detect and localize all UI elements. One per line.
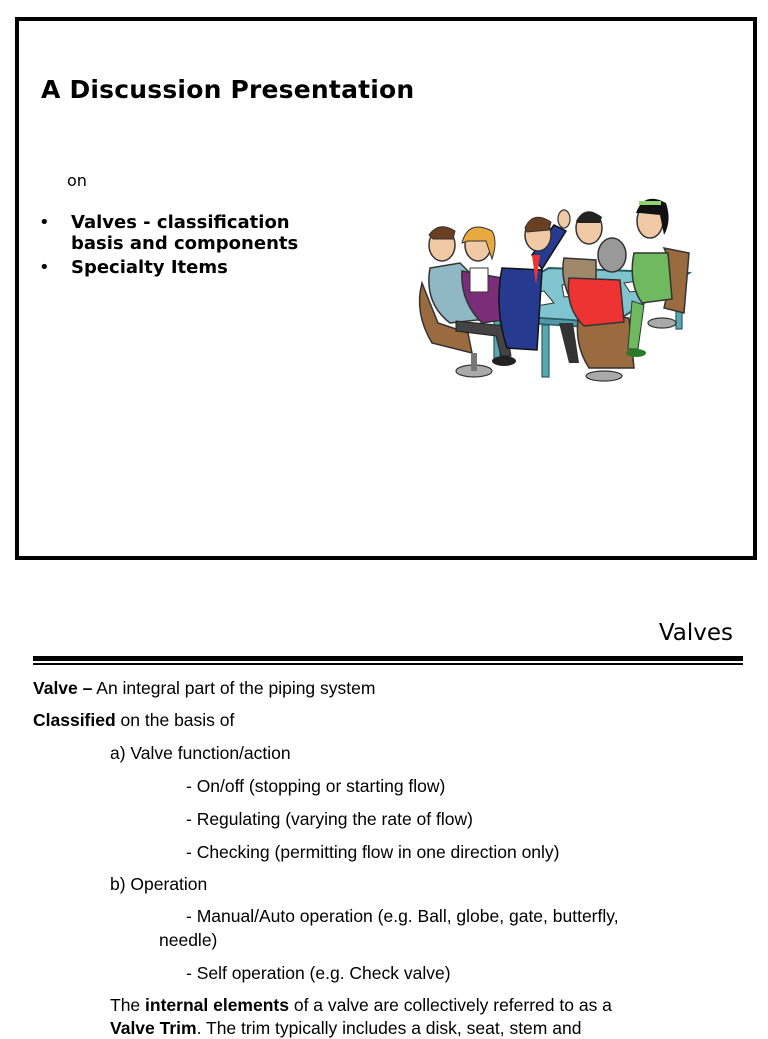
divider — [33, 656, 743, 661]
classified-text: on the basis of — [115, 710, 235, 730]
list-item: - Manual/Auto operation (e.g. Ball, globe, gate, butterfly, — [186, 906, 619, 926]
internal-elements-term: internal elements — [145, 995, 289, 1015]
trim-paragraph-cont — [110, 1018, 581, 1039]
valves-heading: Valves — [658, 620, 733, 646]
on-label: on — [67, 171, 87, 190]
list-item: - Self operation (e.g. Check valve) — [186, 963, 451, 983]
topic-valves: Valves - classification basis and components — [71, 212, 299, 254]
valve-definition — [33, 678, 375, 699]
list-item: - Checking (permitting flow in one direction only) — [186, 842, 560, 862]
text: The — [110, 995, 146, 1015]
text: . The trim typically includes a disk, seat, stem and — [196, 1018, 582, 1038]
text: of a valve are collectively referred to as a — [288, 995, 612, 1015]
valve-term: Valve – — [33, 678, 93, 698]
bullet-icon: • — [39, 257, 50, 278]
topic-specialty-items: Specialty Items — [71, 257, 228, 278]
bullet-icon: • — [39, 212, 50, 233]
topic-list — [39, 212, 339, 281]
operation-heading: b) Operation — [110, 874, 208, 894]
slide-title: A Discussion Presentation — [41, 75, 415, 104]
classified-line — [33, 710, 234, 731]
valve-def-text: An integral part of the piping system — [92, 678, 376, 698]
divider — [33, 663, 743, 665]
list-item — [39, 212, 339, 254]
list-item: - On/off (stopping or starting flow) — [186, 776, 446, 796]
meeting-illustration — [404, 173, 694, 383]
list-item: - Regulating (varying the rate of flow) — [186, 809, 473, 829]
list-item — [39, 257, 339, 278]
valve-trim-term: Valve Trim — [110, 1018, 197, 1038]
title-slide — [15, 17, 757, 560]
function-heading: a) Valve function/action — [110, 743, 291, 763]
trim-paragraph — [110, 995, 612, 1016]
classified-term: Classified — [33, 710, 116, 730]
list-item-continuation: needle) — [159, 930, 218, 950]
